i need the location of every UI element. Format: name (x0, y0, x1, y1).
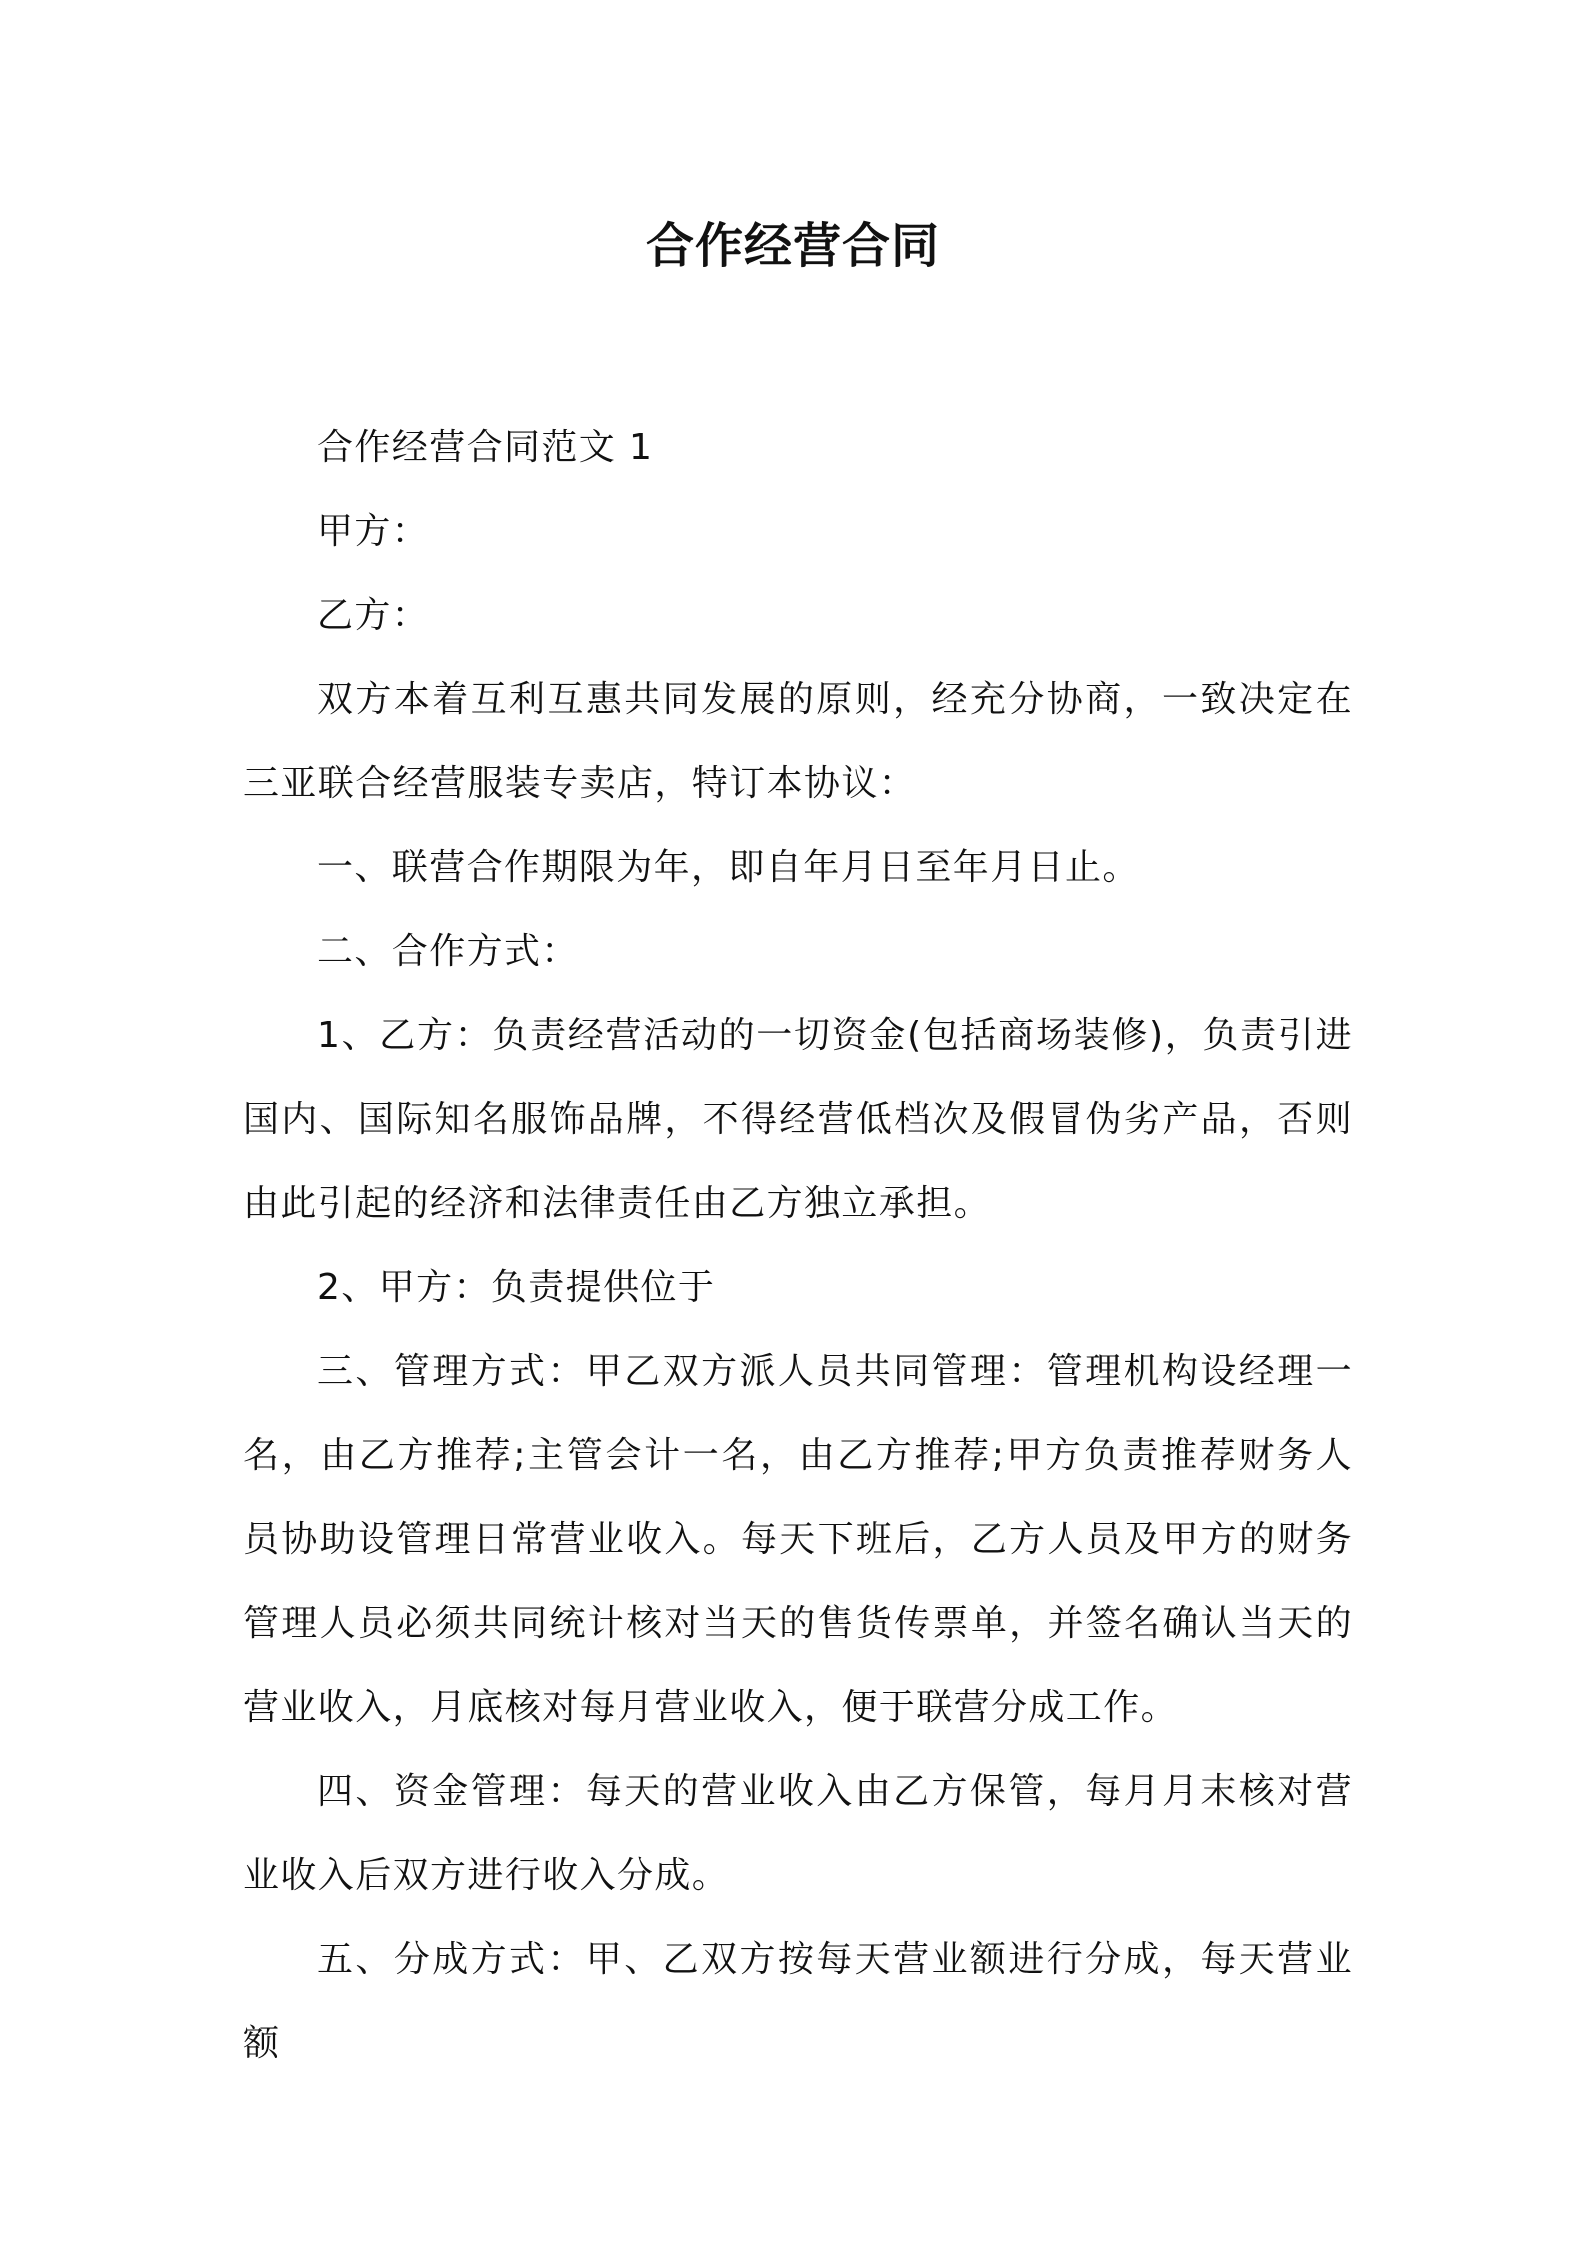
paragraph-term: 一、联营合作期限为年，即自年月日至年月日止。 (317, 847, 1140, 888)
paragraph-funds: 四、资金管理：每天的营业收入由乙方保管，每月月末核对营业收入后双方进行收入分成。 (243, 1771, 1353, 1896)
paragraph-subtitle: 合作经营合同范文 1 (317, 427, 654, 468)
paragraph-profit-sharing: 五、分成方式：甲、乙双方按每天营业额进行分成，每天营业额 (243, 1939, 1353, 2064)
document-title: 合作经营合同 (645, 218, 940, 274)
paragraph-cooperation-heading: 二、合作方式： (317, 931, 579, 972)
paragraph-party-a: 甲方： (317, 511, 430, 552)
document-body (243, 406, 1353, 2086)
paragraph-party-b: 乙方： (317, 595, 430, 636)
paragraph-management: 三、管理方式：甲乙双方派人员共同管理：管理机构设经理一名，由乙方推荐;主管会计一名，由乙方推荐;甲方负责推荐财务人员协助设管理日常营业收入。每天下班后，乙方人员及甲方的财务管理人员必须共同统计核对当天的售货传票单，并签名确认当天的营业收入，月底核对每月营业收入，便于联营分成工作。 (243, 1351, 1353, 1728)
paragraph-preamble: 双方本着互利互惠共同发展的原则，经充分协商，一致决定在三亚联合经营服装专卖店，特订本协议： (243, 679, 1353, 804)
paragraph-party-b-duty: 1、乙方：负责经营活动的一切资金(包括商场装修)，负责引进国内、国际知名服饰品牌，不得经营低档次及假冒伪劣产品，否则由此引起的经济和法律责任由乙方独立承担。 (243, 1015, 1353, 1224)
paragraph-party-a-duty: 2、甲方：负责提供位于 (317, 1267, 716, 1308)
